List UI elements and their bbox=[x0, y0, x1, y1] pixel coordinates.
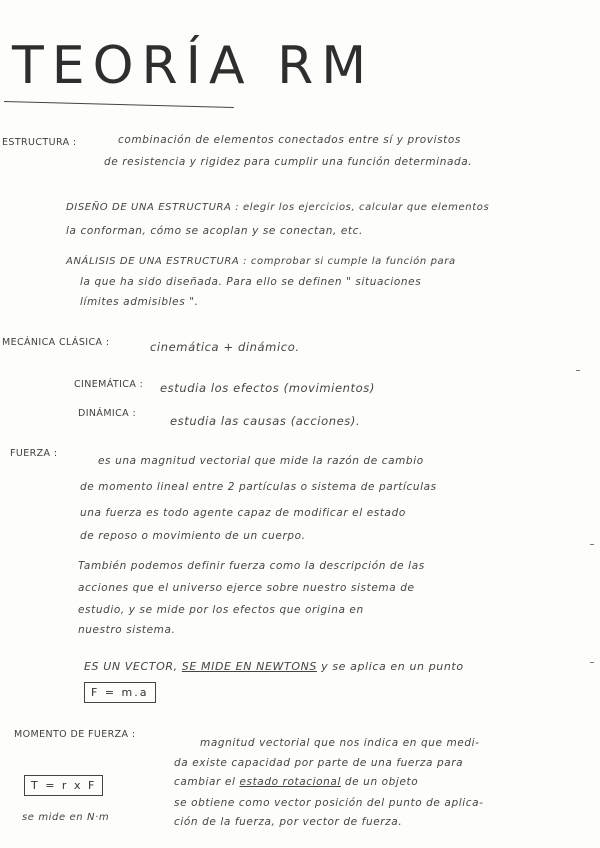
momento-line-2: da existe capacidad por parte de una fuerza para bbox=[174, 757, 464, 769]
diseno-line-2: la conforman, cómo se acoplan y se conectan, etc. bbox=[66, 225, 363, 237]
mecanica-text: cinemática + dinámico. bbox=[150, 340, 300, 354]
dinamica-text: estudia las causas (acciones). bbox=[170, 414, 361, 428]
diseno-line-1: DISEÑO DE UNA ESTRUCTURA : elegir los ejercicios, calcular que elementos bbox=[66, 202, 490, 213]
title-underline bbox=[4, 101, 234, 108]
margin-mark bbox=[590, 544, 594, 545]
fuerza-line-4: de reposo o movimiento de un cuerpo. bbox=[80, 530, 306, 542]
fuerza-def2-line-3: estudio, y se mide por los efectos que origina en bbox=[78, 604, 364, 616]
estructura-line-2: de resistencia y rigidez para cumplir una función determinada. bbox=[104, 156, 473, 168]
momento-line-3-underlined: estado rotacional bbox=[239, 776, 341, 788]
force-formula-box: F = m.a bbox=[84, 682, 156, 703]
term-cinematica: CINEMÁTICA : bbox=[74, 379, 144, 390]
vector-text-underlined: SE MIDE EN NEWTONS bbox=[181, 660, 317, 673]
momento-line-3 bbox=[174, 776, 418, 788]
torque-unit: se mide en N·m bbox=[22, 812, 110, 823]
fuerza-def2-line-4: nuestro sistema. bbox=[78, 624, 176, 636]
estructura-line-1: combinación de elementos conectados entre sí y provistos bbox=[118, 134, 461, 146]
cinematica-text: estudia los efectos (movimientos) bbox=[160, 381, 375, 395]
analisis-line-2: la que ha sido diseñada. Para ello se definen " situaciones bbox=[80, 276, 422, 288]
momento-line-1: magnitud vectorial que nos indica en que medi- bbox=[200, 737, 480, 749]
momento-line-5: ción de la fuerza, por vector de fuerza. bbox=[174, 816, 403, 828]
term-momento: MOMENTO DE FUERZA : bbox=[14, 729, 136, 740]
term-fuerza: FUERZA : bbox=[10, 448, 58, 459]
vector-text-a: ES UN VECTOR, bbox=[84, 660, 178, 673]
fuerza-line-1: es una magnitud vectorial que mide la razón de cambio bbox=[98, 455, 424, 467]
analisis-line-3: límites admisibles ". bbox=[80, 296, 199, 308]
margin-mark bbox=[576, 370, 580, 371]
margin-mark bbox=[590, 662, 594, 663]
fuerza-def2-line-1: También podemos definir fuerza como la descripción de las bbox=[78, 560, 425, 572]
page-title: TEORÍA RM bbox=[12, 36, 375, 96]
momento-line-3-a: cambiar el bbox=[174, 776, 236, 788]
fuerza-line-2: de momento lineal entre 2 partículas o sistema de partículas bbox=[80, 481, 437, 493]
fuerza-def2-line-2: acciones que el universo ejerce sobre nuestro sistema de bbox=[78, 582, 415, 594]
fuerza-vector-line bbox=[84, 660, 464, 673]
torque-formula-box: T = r x F bbox=[24, 775, 103, 796]
momento-line-4: se obtiene como vector posición del punto de aplica- bbox=[174, 797, 484, 809]
term-mecanica: MECÁNICA CLÁSICA : bbox=[2, 337, 110, 348]
momento-line-3-b: de un objeto bbox=[344, 776, 419, 788]
vector-text-b: y se aplica en un punto bbox=[321, 660, 464, 673]
fuerza-line-3: una fuerza es todo agente capaz de modificar el estado bbox=[80, 507, 406, 519]
analisis-line-1: ANÁLISIS DE UNA ESTRUCTURA : comprobar si cumple la función para bbox=[66, 256, 456, 267]
term-dinamica: DINÁMICA : bbox=[78, 408, 137, 419]
term-estructura: ESTRUCTURA : bbox=[2, 137, 77, 148]
